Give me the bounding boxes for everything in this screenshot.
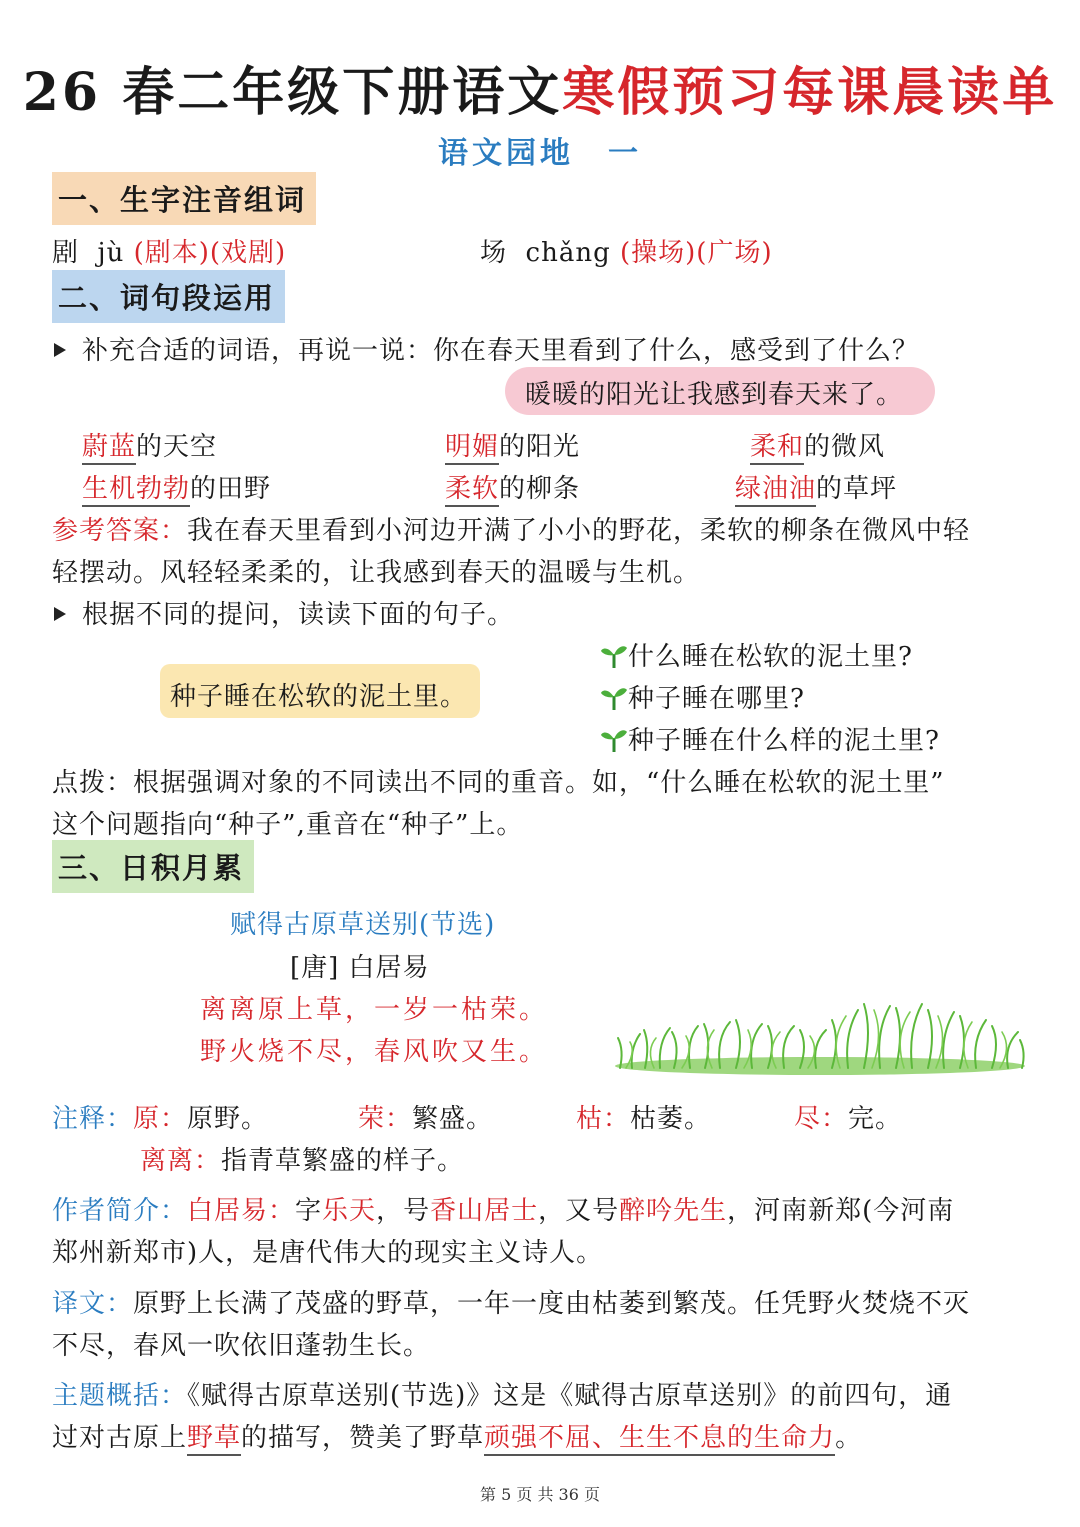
theme-label: 主题概括： bbox=[52, 1381, 188, 1411]
answer-text: 我在春天里看到小河边开满了小小的野花，柔软的柳条在微风中轻 bbox=[187, 516, 971, 546]
poem-line-2: 野火烧不尽，春风吹又生。 bbox=[200, 1037, 549, 1067]
sprout-icon bbox=[600, 642, 628, 668]
phrase-6 bbox=[735, 468, 897, 505]
question-2 bbox=[600, 678, 805, 715]
author-zi: 乐天 bbox=[322, 1196, 377, 1226]
note-2 bbox=[358, 1098, 493, 1135]
phrase-rest: 的田野 bbox=[190, 474, 272, 504]
question-1 bbox=[600, 636, 913, 673]
task1-prompt-text: 补充合适的词语，再说一说：你在春天里看到了什么，感受到了什么？ bbox=[82, 336, 920, 366]
page-title bbox=[0, 50, 1080, 125]
note-def: 原野。 bbox=[187, 1104, 269, 1134]
question-text: 种子睡在哪里? bbox=[628, 684, 805, 714]
author-intro-line-1 bbox=[52, 1190, 954, 1227]
char-words: (操场)(广场) bbox=[620, 238, 773, 268]
page-number: 第 5 页 共 36 页 bbox=[480, 1485, 600, 1504]
answer-label: 参考答案： bbox=[52, 516, 188, 546]
author-hao: 香山居士 bbox=[430, 1196, 539, 1226]
translation-line-1 bbox=[52, 1283, 970, 1320]
text: ，号 bbox=[376, 1196, 431, 1226]
note-word: 荣： bbox=[358, 1104, 413, 1134]
phrase-rest: 的微风 bbox=[804, 432, 886, 462]
text: ，又号 bbox=[538, 1196, 620, 1226]
translation-line-2: 不尽，春风一吹依旧蓬勃生长。 bbox=[52, 1331, 431, 1361]
sentence-text: 种子睡在松软的泥土里。 bbox=[170, 682, 468, 712]
phrase-4 bbox=[82, 468, 271, 505]
sprout-icon bbox=[600, 684, 628, 710]
task2-prompt bbox=[54, 594, 514, 631]
title-red: 寒假预习每课晨读单 bbox=[562, 62, 1058, 123]
text: ，河南新郑(今河南 bbox=[727, 1196, 955, 1226]
phrase-fill: 绿油油 bbox=[735, 474, 816, 507]
pinyin: jù bbox=[97, 238, 125, 268]
note-word: 枯： bbox=[576, 1104, 631, 1134]
text: 。 bbox=[835, 1423, 863, 1453]
author-intro-line-2: 郑州新郑市)人，是唐代伟大的现实主义诗人。 bbox=[52, 1238, 604, 1268]
notes-label: 注释： bbox=[52, 1104, 134, 1134]
phrase-fill: 柔和 bbox=[750, 432, 804, 465]
grass-illustration bbox=[610, 990, 1030, 1075]
task1-prompt bbox=[54, 330, 919, 367]
note-def: 指青草繁盛的样子。 bbox=[221, 1146, 465, 1176]
phrase-rest: 的草坪 bbox=[816, 474, 898, 504]
phrase-fill: 明媚 bbox=[445, 432, 499, 465]
phrase-fill: 蔚蓝 bbox=[82, 432, 136, 465]
phrase-rest: 的阳光 bbox=[499, 432, 581, 462]
translation-text: 原野上长满了茂盛的野草，一年一度由枯萎到繁茂。任凭野火焚烧不灭 bbox=[133, 1289, 971, 1319]
text: 的描写，赞美了野草 bbox=[241, 1423, 485, 1453]
title-black: 26 春二年级下册语文 bbox=[22, 62, 563, 123]
translation-label: 译文： bbox=[52, 1289, 134, 1319]
phrase-fill: 生机勃勃 bbox=[82, 474, 190, 507]
author-label: 作者简介： bbox=[52, 1196, 188, 1226]
phrase-1 bbox=[82, 426, 217, 463]
phrase-2 bbox=[445, 426, 580, 463]
question-text: 什么睡在松软的泥土里? bbox=[628, 642, 913, 672]
note-def: 完。 bbox=[848, 1104, 903, 1134]
char: 剧 bbox=[52, 238, 80, 268]
note-3 bbox=[576, 1098, 711, 1135]
bullet-icon bbox=[54, 607, 66, 621]
note-word: 离离： bbox=[140, 1146, 222, 1176]
theme-highlight: 顽强不屈、生生不息的生命力 bbox=[484, 1423, 835, 1456]
note-def: 枯萎。 bbox=[630, 1104, 712, 1134]
phrase-rest: 的天空 bbox=[136, 432, 218, 462]
phrase-3 bbox=[750, 426, 885, 463]
author-hao2: 醉吟先生 bbox=[619, 1196, 728, 1226]
answer-line-2: 轻摆动。风轻轻柔柔的，让我感到春天的温暖与生机。 bbox=[52, 558, 701, 588]
bullet-icon bbox=[54, 343, 66, 357]
char-words: (剧本)(戏剧) bbox=[133, 238, 287, 268]
section-heading-2: 二、词句段运用 bbox=[52, 270, 285, 323]
theme-line-2 bbox=[52, 1417, 862, 1454]
phrase-5 bbox=[445, 468, 580, 505]
char-entry-2 bbox=[480, 232, 773, 269]
phrase-fill: 柔软 bbox=[445, 474, 499, 507]
pinyin: chǎng bbox=[525, 238, 611, 268]
answer-line-1 bbox=[52, 510, 970, 547]
note-def: 繁盛。 bbox=[412, 1104, 494, 1134]
poem-author: [唐] 白居易 bbox=[290, 953, 430, 983]
section-heading-1: 一、生字注音组词 bbox=[52, 172, 316, 225]
theme-text: 《赋得古原草送别(节选)》这是《赋得古原草送别》的前四句，通 bbox=[187, 1381, 953, 1411]
notes-line-1 bbox=[52, 1098, 268, 1135]
task2-prompt-text: 根据不同的提问，读读下面的句子。 bbox=[82, 600, 515, 630]
notes-line-2 bbox=[140, 1140, 464, 1177]
text: 过对古原上 bbox=[52, 1423, 188, 1453]
tip-line-1: 点拨：根据强调对象的不同读出不同的重音。如，“什么睡在松软的泥土里” bbox=[52, 768, 945, 798]
phrase-rest: 的柳条 bbox=[499, 474, 581, 504]
question-text: 种子睡在什么样的泥土里? bbox=[628, 726, 940, 756]
sprout-icon bbox=[600, 726, 628, 752]
lesson-subtitle: 语文园地 一 bbox=[438, 136, 642, 171]
theme-line-1 bbox=[52, 1375, 952, 1412]
tip-line-2: 这个问题指向“种子”,重音在“种子”上。 bbox=[52, 810, 524, 840]
section-heading-3: 三、日积月累 bbox=[52, 840, 254, 893]
speech-bubble-text: 暖暖的阳光让我感到春天来了。 bbox=[525, 380, 904, 410]
poem-title: 赋得古原草送别(节选) bbox=[230, 910, 496, 940]
note-word: 尽： bbox=[794, 1104, 849, 1134]
theme-highlight: 野草 bbox=[187, 1423, 241, 1456]
question-3 bbox=[600, 720, 940, 757]
note-4 bbox=[794, 1098, 902, 1135]
author-name: 白居易： bbox=[187, 1196, 296, 1226]
note-word: 原： bbox=[133, 1104, 188, 1134]
poem-line-1: 离离原上草，一岁一枯荣。 bbox=[200, 995, 549, 1025]
text: 字 bbox=[295, 1196, 323, 1226]
char-entry-1 bbox=[52, 232, 286, 269]
char: 场 bbox=[480, 238, 508, 268]
